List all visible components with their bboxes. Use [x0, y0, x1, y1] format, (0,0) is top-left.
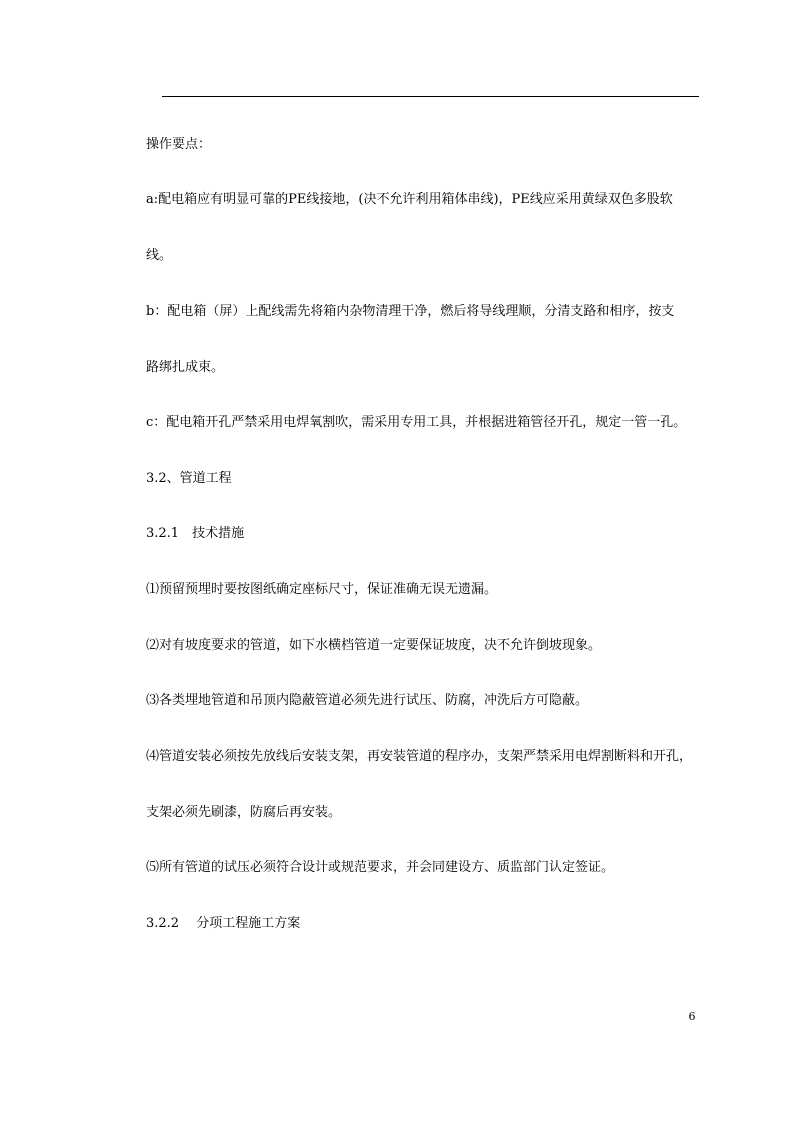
- page-number: 6: [688, 1010, 696, 1023]
- text-line-item-5: ⑸所有管道的试压必须符合设计或规范要求，并会同建设方、质监部门认定签证。: [146, 860, 615, 875]
- section-heading-3-2: 3.2、管道工程: [146, 471, 232, 486]
- text-line-item-4: ⑷管道安装必须按先放线后安装支架，再安装管道的程序办，支架严禁采用电焊割断料和开孔，: [146, 749, 693, 764]
- text-line-item-2: ⑵对有坡度要求的管道，如下水横档管道一定要保证坡度，决不允许倒坡现象。: [146, 638, 602, 653]
- text-line-b-cont: 路绑扎成束。: [146, 360, 225, 375]
- text-line-item-4-cont: 支架必须先刷漆，防腐后再安装。: [146, 805, 342, 820]
- text-line-item-1: ⑴预留预埋时要按图纸确定座标尺寸，保证准确无误无遗漏。: [146, 582, 498, 597]
- text-line-a-cont: 线。: [146, 248, 173, 263]
- text-line-c: c：配电箱开孔严禁采用电焊氧割吹，需采用专用工具，并根据进箱管径开孔，规定一管一孔。: [146, 415, 687, 430]
- text-line-operation-points: 操作要点：: [146, 137, 212, 152]
- section-heading-3-2-1: 3.2.1 技术措施: [146, 526, 245, 541]
- text-line-b: b：配电箱（屏）上配线需先将箱内杂物清理干净，燃后将导线理顺，分清支路和相序，按支: [146, 304, 675, 319]
- header-rule: [162, 96, 699, 97]
- text-line-a: a:配电箱应有明显可靠的PE线接地，(决不允许利用箱体串线)，PE线应采用黄绿双色多股软: [146, 192, 673, 207]
- text-line-item-3: ⑶各类埋地管道和吊顶内隐蔽管道必须先进行试压、防腐，冲洗后方可隐蔽。: [146, 693, 589, 708]
- section-heading-3-2-2: 3.2.2 分项工程施工方案: [146, 916, 301, 931]
